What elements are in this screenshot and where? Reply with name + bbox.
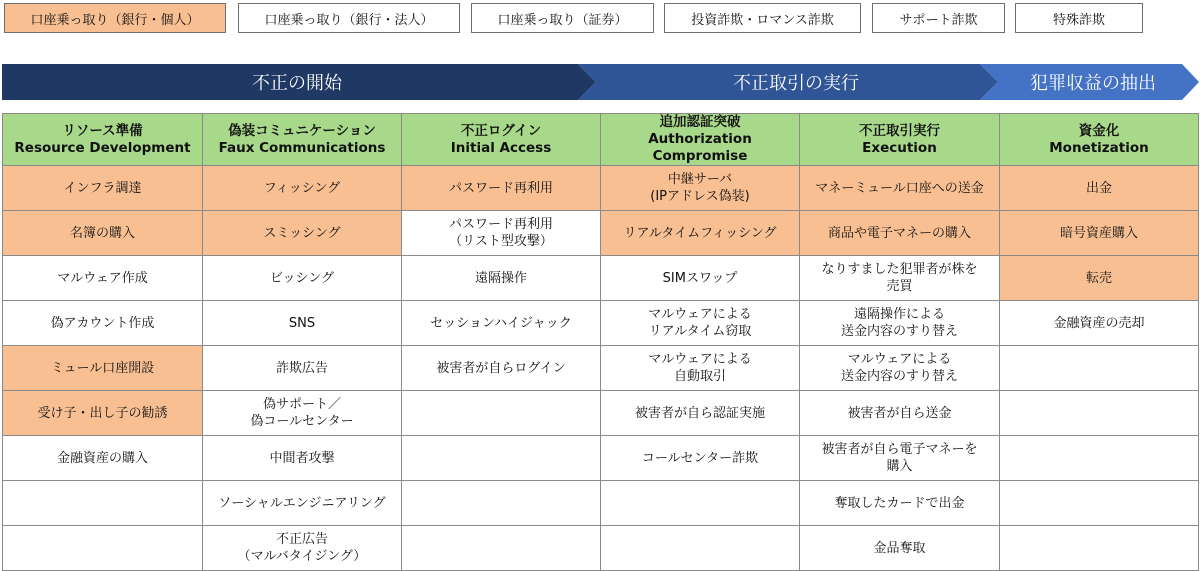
technique-cell (402, 211, 601, 256)
technique-text: インフラ調達 (63, 180, 142, 196)
technique-cell (601, 391, 800, 436)
technique-cell (601, 346, 800, 391)
table-row (3, 166, 1199, 211)
technique-text: 被害者が自ら認証実施 (634, 405, 765, 421)
tab-account-takeover-securities[interactable]: 口座乗っ取り（証券） (471, 3, 654, 33)
technique-subtext: 自動取引 (673, 369, 726, 384)
technique-cell (203, 211, 402, 256)
technique-subtext: 送金内容のすり替え (840, 324, 958, 339)
table-row (3, 256, 1199, 301)
tab-account-takeover-bank-corporate[interactable]: 口座乗っ取り（銀行・法人） (238, 3, 460, 33)
technique-cell (800, 211, 1000, 256)
technique-cell (3, 211, 203, 256)
tab-investment-romance-fraud[interactable]: 投資詐欺・ロマンス詐欺 (664, 3, 861, 33)
technique-text: セッションハイジャック (430, 315, 572, 331)
technique-cell (1000, 346, 1199, 391)
technique-text: パスワード再利用 (448, 180, 553, 196)
technique-cell (800, 391, 1000, 436)
column-header-execution (800, 114, 1000, 166)
technique-text: 被害者が自ら送金 (847, 405, 952, 421)
technique-text: マネーミュール口座への送金 (815, 180, 984, 196)
technique-text: マルウェアによる (648, 352, 752, 367)
technique-cell (203, 256, 402, 301)
technique-text: マルウェア作成 (57, 270, 148, 286)
phase-label-start: 不正の開始 (252, 73, 342, 94)
column-header-en: Execution (862, 139, 937, 156)
table-row (3, 436, 1199, 481)
column-header-en: Initial Access (450, 139, 552, 156)
technique-text: SNS (288, 315, 316, 331)
technique-text: ソーシャルエンジニアリング (218, 495, 386, 511)
technique-text: コールセンター詐欺 (641, 450, 759, 466)
technique-cell (402, 481, 601, 526)
column-header-ja: 偽装コミュニケーション (228, 122, 376, 139)
table-row (3, 301, 1199, 346)
scenario-tabs (4, 3, 1196, 35)
technique-subtext: 購入 (886, 459, 913, 474)
technique-subtext: （マルバタイジング） (237, 549, 367, 564)
technique-text: 金品奪取 (873, 540, 926, 556)
technique-cell (3, 301, 203, 346)
technique-text: マルウェアによる (847, 352, 952, 367)
column-header-initial-access (402, 114, 601, 166)
technique-cell (402, 526, 601, 571)
technique-text: 遠隔操作による (853, 307, 945, 322)
table-row (3, 391, 1199, 436)
technique-cell (3, 166, 203, 211)
technique-text: 商品や電子マネーの購入 (827, 225, 971, 241)
technique-cell (203, 526, 402, 571)
technique-cell (3, 346, 203, 391)
column-header-ja: 不正ログイン (460, 122, 542, 139)
column-header-en: Monetization (1049, 139, 1149, 156)
technique-subtext: 偽コールセンター (250, 414, 354, 429)
technique-cell (1000, 526, 1199, 571)
matrix-body (3, 166, 1199, 571)
column-header-ja: 資金化 (1078, 122, 1120, 139)
technique-text: 金融資産の購入 (56, 450, 148, 466)
technique-text: ミュール口座開設 (50, 360, 155, 376)
technique-cell (402, 346, 601, 391)
column-header-ja: リソース準備 (62, 122, 143, 139)
technique-cell (1000, 166, 1199, 211)
technique-cell (3, 481, 203, 526)
technique-cell (601, 256, 800, 301)
technique-text: SIMスワップ (662, 270, 738, 286)
technique-text: 名簿の購入 (69, 225, 135, 241)
technique-text: マルウェアによる (648, 307, 752, 322)
technique-subtext: (IPアドレス偽装) (650, 189, 750, 204)
technique-cell (203, 301, 402, 346)
technique-cell (203, 481, 402, 526)
technique-cell (800, 256, 1000, 301)
column-header-ja: 追加認証突破 (659, 114, 741, 130)
table-row (3, 526, 1199, 571)
phase-label-extraction: 犯罪収益の抽出 (1030, 73, 1156, 94)
technique-cell (3, 436, 203, 481)
technique-text: ビッシング (270, 270, 334, 286)
technique-text: 被害者が自ら電子マネーを (821, 442, 978, 457)
technique-subtext: （リスト型攻撃） (449, 234, 553, 249)
column-header-en: Authorization Compromise (648, 131, 752, 164)
table-row (3, 346, 1199, 391)
table-row (3, 211, 1199, 256)
phase-banner (0, 64, 1200, 100)
technique-subtext: 送金内容のすり替え (840, 369, 958, 384)
technique-cell (3, 391, 203, 436)
column-header-faux-communications (203, 114, 402, 166)
technique-text: 偽サポート／ (262, 397, 341, 412)
technique-cell (402, 391, 601, 436)
technique-cell (203, 346, 402, 391)
technique-cell (1000, 211, 1199, 256)
technique-cell (601, 301, 800, 346)
technique-text: フィッシング (263, 180, 341, 196)
tab-account-takeover-bank-personal[interactable]: 口座乗っ取り（銀行・個人） (4, 3, 226, 33)
technique-cell (601, 526, 800, 571)
column-header-monetization (1000, 114, 1199, 166)
technique-cell (601, 481, 800, 526)
tab-special-fraud[interactable]: 特殊詐欺 (1015, 3, 1143, 33)
technique-cell (800, 526, 1000, 571)
technique-text: 不正広告 (275, 532, 328, 547)
column-header-en: Faux Communications (218, 139, 386, 156)
technique-cell (601, 211, 800, 256)
fraud-tactics-matrix (2, 113, 1199, 571)
technique-text: 遠隔操作 (474, 270, 527, 286)
technique-cell (3, 256, 203, 301)
technique-cell (1000, 301, 1199, 346)
technique-cell (601, 436, 800, 481)
column-header-ja: 不正取引実行 (859, 122, 940, 139)
technique-cell (1000, 391, 1199, 436)
technique-cell (800, 481, 1000, 526)
phase-label-execution: 不正取引の実行 (733, 73, 859, 94)
technique-cell (3, 526, 203, 571)
column-header-en: Resource Development (14, 139, 191, 156)
technique-cell (402, 436, 601, 481)
header-row (3, 114, 1199, 166)
technique-text: 転売 (1085, 270, 1112, 286)
technique-subtext: リアルタイム窃取 (648, 324, 752, 339)
technique-text: 金融資産の売却 (1053, 315, 1145, 331)
technique-text: 中間者攻撃 (269, 450, 335, 466)
technique-cell (800, 346, 1000, 391)
technique-cell (800, 301, 1000, 346)
technique-cell (800, 436, 1000, 481)
technique-subtext: 売買 (886, 279, 913, 294)
technique-text: 被害者が自らログイン (436, 360, 566, 376)
technique-text: リアルタイムフィッシング (623, 225, 777, 241)
technique-cell (203, 391, 402, 436)
table-row (3, 481, 1199, 526)
technique-text: 受け子・出し子の勧誘 (37, 405, 168, 421)
technique-text: 奪取したカードで出金 (834, 495, 965, 511)
technique-text: 暗号資産購入 (1059, 225, 1138, 241)
technique-cell (1000, 436, 1199, 481)
technique-cell (601, 166, 800, 211)
technique-text: 詐欺広告 (275, 360, 328, 376)
technique-cell (1000, 481, 1199, 526)
column-header-resource-development (3, 114, 203, 166)
technique-cell (402, 166, 601, 211)
technique-cell (1000, 256, 1199, 301)
technique-text: 偽アカウント作成 (50, 315, 155, 331)
column-header-authorization-compromise (601, 114, 800, 166)
technique-cell (203, 436, 402, 481)
technique-text: パスワード再利用 (448, 217, 553, 232)
technique-cell (402, 256, 601, 301)
technique-text: なりすました犯罪者が株を (821, 262, 978, 277)
technique-cell (402, 301, 601, 346)
technique-cell (800, 166, 1000, 211)
technique-cell (203, 166, 402, 211)
technique-text: 中継サーバ (667, 172, 733, 187)
tab-support-fraud[interactable]: サポート詐欺 (872, 3, 1005, 33)
technique-text: 出金 (1085, 180, 1112, 196)
technique-text: スミッシング (263, 225, 341, 241)
